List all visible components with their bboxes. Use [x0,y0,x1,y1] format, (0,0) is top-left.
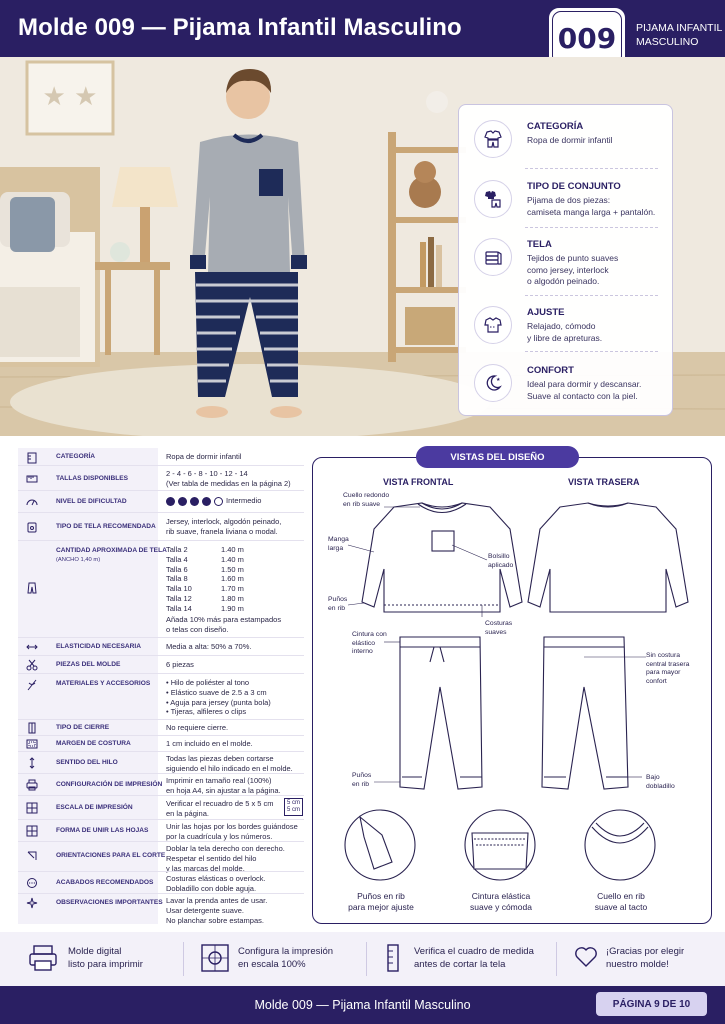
collar-detail-circle [585,810,655,880]
tag-icon [24,472,40,486]
callout-manga: Manga larga [328,536,349,552]
stitch-icon [24,876,40,890]
spec-row-elasticidad [18,638,304,656]
svg-text:★: ★ [496,377,501,383]
fabric-amount-row [166,594,286,604]
info-text: Tejidos de punto suaves como jersey, interlock o algodón peinado. [527,253,619,286]
spec-label: NIVEL DE DIFICULTAD [56,498,127,505]
spec-label: ESCALA DE IMPRESIÓN [56,804,133,811]
back-pants-drawing [542,637,628,789]
spec-label: MATERIALES Y ACCESORIOS [56,680,151,687]
info-label: CATEGORÍA [527,121,584,132]
printer-icon [28,943,58,978]
tip-text: ¡Gracias por elegir nuestro molde! [606,946,685,970]
spec-row-piezas [18,656,304,674]
fabric-amount-row [166,574,286,584]
difficulty-dot-filled [202,497,211,506]
spec-label: OBSERVACIONES IMPORTANTES [56,899,163,906]
info-text: Pijama de dos piezas: camiseta manga larga + pantalón. [527,195,656,217]
tip-text: Configura la impresión en escala 100% [238,946,334,970]
spec-row-observaciones [18,894,304,924]
fabric-meters: 1.60 m [221,574,244,584]
needle-thread-icon [24,678,40,692]
fabric-meters: 1.40 m [221,545,244,554]
spec-row-acabados [18,872,304,894]
tip-text: Molde digital listo para imprimir [68,946,143,970]
spec-label: ORIENTACIONES PARA EL CORTE [56,852,166,859]
front-view-heading: VISTA FRONTAL [383,477,454,487]
print-settings-icon [24,778,40,792]
callout-cintura: Cintura con elástico interno [352,631,387,655]
spec-row-materiales [18,674,304,720]
page-footer [0,986,725,1024]
test-square-icon [24,801,40,815]
technical-flat-drawings [312,457,712,924]
stretch-icon [24,640,40,654]
fabric-meters: 1.90 m [221,603,244,613]
tip-thanks [574,932,714,986]
spec-label: PIEZAS DEL MOLDE [56,661,121,668]
size-label: Talla 4 [166,554,188,564]
grainline-icon [24,756,40,770]
spec-value: Verificar el recuadro de 5 x 5 cm en la página. [166,799,274,818]
page-indicator: PÁGINA 9 DE 10 [596,992,707,1016]
spec-value: Media a alta: 50% a 70%. [166,642,252,651]
spec-value: No requiere cierre. [166,723,229,732]
difficulty-dot-empty [214,497,223,506]
footer-title: Molde 009 — Pijama Infantil Masculino [254,998,471,1012]
spec-label: TALLAS DISPONIBLES [56,475,129,482]
size-label: Talla 10 [166,584,192,594]
spec-sublabel: (ANCHO 1,40 m) [56,557,101,563]
info-item-ajuste [459,297,674,357]
divider [525,168,658,169]
callout-sin-costura: Sin costura central trasera para mayor confort [646,652,690,685]
back-view-heading: VISTA TRASERA [568,477,640,487]
spec-value: 6 piezas [166,660,194,669]
difficulty-text: Intermedio [226,496,262,505]
info-label: AJUSTE [527,307,565,318]
spec-label: CANTIDAD APROXIMADA DE TELA [56,547,167,554]
callout-punos-bottom: Puños en rib [352,772,372,788]
spec-row-tela [18,513,304,541]
header-subtitle: PIJAMA INFANTIL MASCULINO [636,22,722,48]
spec-value: Imprimir en tamaño real (100%) en hoja A4, sin ajustar a la página. [166,776,281,795]
spec-row-unir [18,820,304,842]
two-piece-icon [474,180,512,218]
info-label: TELA [527,239,552,250]
info-text: Ideal para dormir y descansar. Suave al contacto con la piel. [527,379,642,401]
fabric-amount-row [166,555,286,565]
page-title: Molde 009 — Pijama Infantil Masculino [18,14,462,41]
info-card [458,104,673,416]
spec-row-margen [18,736,304,752]
seam-allowance-icon [24,737,40,751]
spec-value: Ropa de dormir infantil [166,452,242,461]
tip-text: Verifica el cuadro de medida antes de cortar la tela [414,946,534,970]
front-pants-drawing [400,637,482,789]
zipper-icon [24,721,40,735]
spec-row-dificultad [18,491,304,513]
pajama-icon [474,120,512,158]
spec-value: Costuras elásticas o overlock. Dobladillo con doble aguja. [166,874,266,893]
spec-label: ACABADOS RECOMENDADOS [56,879,154,886]
fabric-amount-row [166,545,286,555]
info-item-categoria [459,111,674,171]
difficulty-rating [166,496,306,506]
callout-bolsillo: Bolsillo aplicado [488,553,514,569]
info-item-tela [459,229,674,289]
tip-verify [384,932,554,986]
fabric-amount-row [166,565,286,575]
shirt-fit-icon [474,306,512,344]
spec-value: 2 - 4 - 6 - 8 - 10 - 12 - 14 (Ver tabla de medidas en la página 2) [166,469,291,488]
spec-label: SENTIDO DEL HILO [56,759,118,766]
heart-icon [574,945,598,974]
spec-row-escala [18,796,304,820]
detail-caption-waistband: Cintura elástica suave y cómoda [470,891,532,912]
gauge-icon [24,495,40,509]
info-text: Relajado, cómodo y libre de apreturas. [527,321,603,343]
detail-caption-cuff: Puños en rib para mejor ajuste [348,891,414,912]
spec-row-categoria [18,448,304,466]
divider [525,295,658,296]
size-label: Talla 2 [166,545,188,554]
spec-row-corte [18,842,304,872]
sparkle-icon [24,896,40,910]
divider [525,227,658,228]
size-label: Talla 14 [166,603,192,613]
spec-value: Todas las piezas deben cortarse siguiendo el hilo indicado en el molde. [166,754,293,773]
size-label: Talla 8 [166,574,188,584]
spec-row-hilo [18,752,304,774]
scale-box-label: 5 cm [287,807,301,813]
badge-number: 009 [557,21,617,55]
info-label: CONFORT [527,365,574,376]
difficulty-dot-filled [190,497,199,506]
spec-value: Unir las hojas por los bordes guiándose por la cuadrícula y los números. [166,822,298,841]
scale-target-icon [200,943,230,978]
tip-digital [28,932,178,986]
trousers-icon [24,581,40,595]
svg-text:★ ★: ★ ★ [42,82,98,112]
spec-row-cierre [18,720,304,736]
design-views-title: VISTAS DEL DISEÑO [416,446,579,468]
fabric-amount-row [166,604,286,614]
fabric-amount-row [166,584,286,594]
fabric-meters: 1.50 m [221,564,244,574]
fabric-icon [474,238,512,276]
spec-note: Añada 10% más para estampados o telas con diseño. [166,615,282,634]
ruler-icon [24,451,40,465]
spec-value: Doblar la tela derecho con derecho. Respetar el sentido del hilo y las marcas del molde. [166,844,285,873]
callout-cuello: Cuello redondo en rib suave [343,492,390,508]
info-item-tipo-conjunto [459,171,674,231]
size-label: Talla 6 [166,564,188,574]
spec-value: • Hilo de poliéster al tono • Elástico suave de 2.5 a 3 cm • Aguja para jersey (punta bola) • Tijeras, alfileres o clips [166,678,271,717]
spec-row-tallas [18,466,304,491]
spec-value: 1 cm incluido en el molde. [166,739,253,748]
callout-punos-top: Puños en rib [328,596,348,612]
back-shirt-drawing [528,503,688,612]
spec-label: TIPO DE CIERRE [56,724,110,731]
spec-value: Lavar la prenda antes de usar. Usar detergente suave. No planchar sobre estampas. [166,896,268,925]
callout-costuras: Costuras suaves [485,620,513,636]
spec-value: Jersey, interlock, algodón peinado, rib suave, franela liviana o modal. [166,517,282,536]
difficulty-dot-filled [178,497,187,506]
scale-test-box [284,798,303,816]
spec-row-impresion [18,774,304,796]
size-label: Talla 12 [166,593,192,603]
scissors-icon [24,658,40,672]
scale-box-label: 5 cm [287,800,301,806]
fabric-meters: 1.40 m [221,554,244,564]
info-label: TIPO DE CONJUNTO [527,181,621,192]
fabric-meters: 1.70 m [221,584,244,594]
spec-label: MARGEN DE COSTURA [56,740,131,747]
divider [525,351,658,352]
tip-scale [200,932,370,986]
fabric-meters: 1.80 m [221,593,244,603]
tips-strip [0,932,725,986]
spec-label: ELASTICIDAD NECESARIA [56,643,141,650]
info-item-confort [459,355,674,415]
join-sheets-icon [24,824,40,838]
fabric-swatch-icon [24,520,40,534]
moon-stars-icon [474,364,512,402]
spec-label: CATEGORÍA [56,453,96,460]
spec-label: CONFIGURACIÓN DE IMPRESIÓN [56,781,163,788]
fabric-amount-list [166,545,286,614]
fold-arrow-icon [24,849,40,863]
difficulty-dot-filled [166,497,175,506]
info-text: Ropa de dormir infantil [527,135,613,145]
spec-label: TIPO DE TELA RECOMENDADA [56,523,156,530]
callout-bajo: Bajo dobladillo [646,774,675,790]
spec-row-cantidad [18,541,304,638]
detail-caption-collar: Cuello en rib suave al tacto [594,891,648,912]
ruler-measure-icon [384,943,404,978]
spec-label: FORMA DE UNIR LAS HOJAS [56,827,149,834]
